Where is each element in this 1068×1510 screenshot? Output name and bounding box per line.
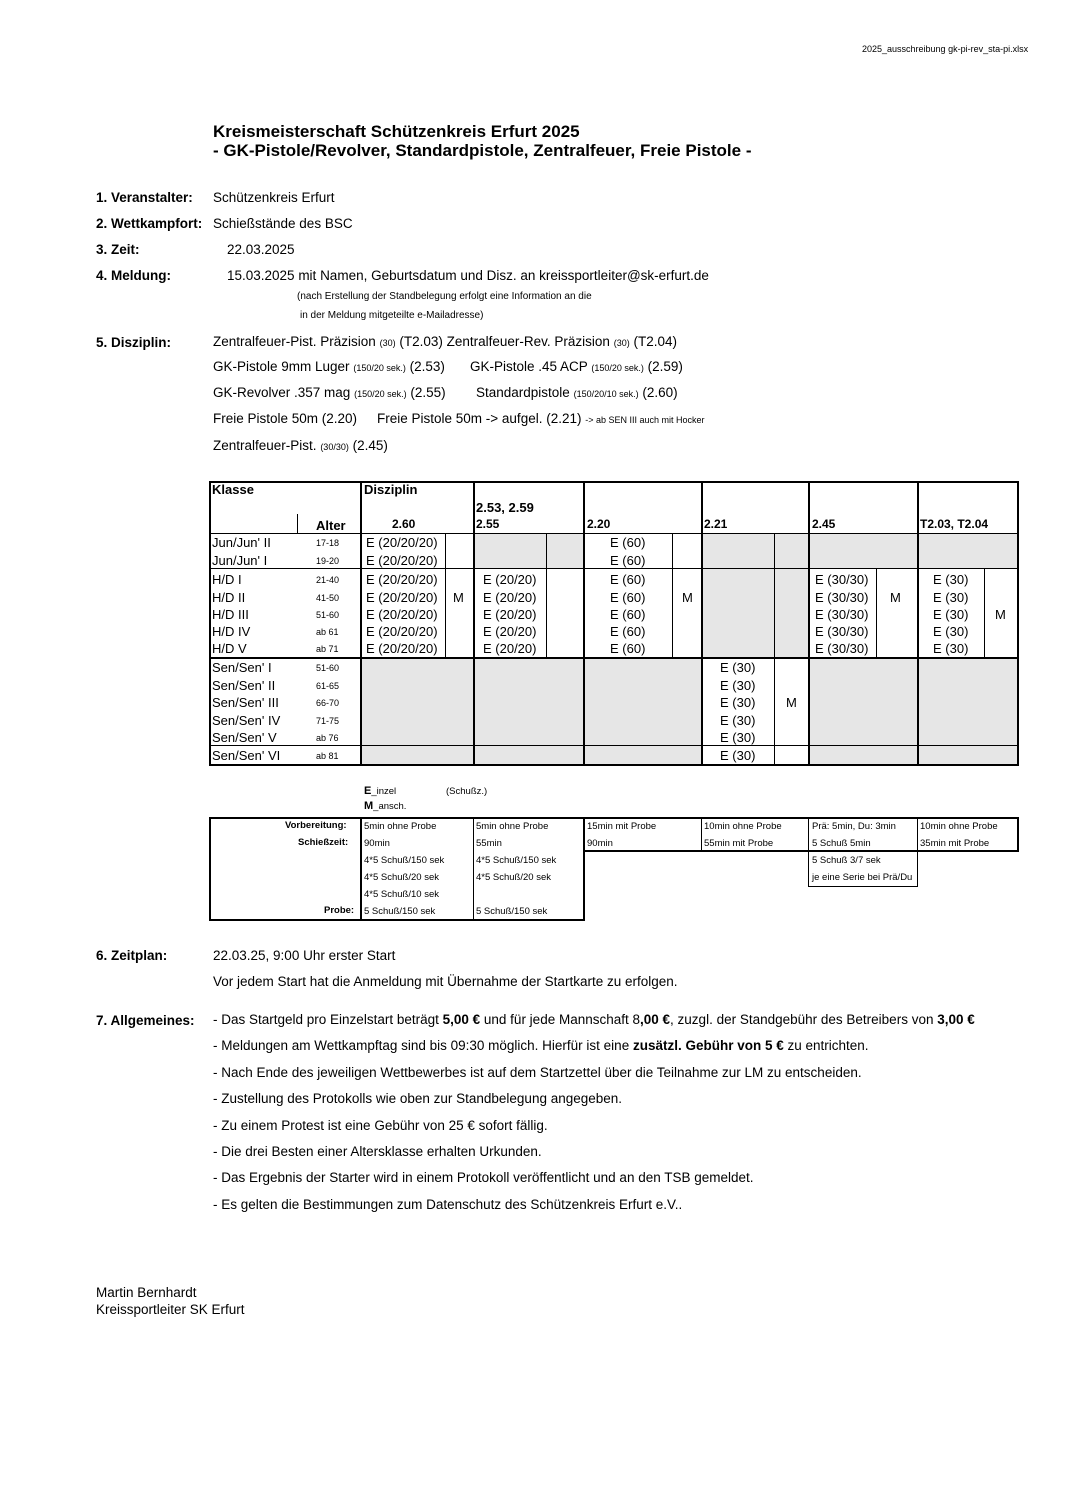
row-cell: E (20/20): [483, 624, 537, 639]
disziplin-line-2b: GK-Pistole .45 ACP (150/20 sek.) (2.59): [470, 359, 683, 374]
row-klasse: H/D V: [212, 641, 247, 656]
team-marker: M: [786, 695, 797, 710]
legend-mannschaft: M_ansch.: [364, 800, 407, 812]
header-260: 2.60: [392, 517, 416, 531]
row-cell: E (30): [933, 607, 969, 622]
rule: [583, 481, 585, 766]
times-cell: 4*5 Schuß/150 sek: [476, 855, 557, 866]
rule: [672, 534, 673, 658]
rule: [360, 817, 362, 921]
header-220: 2.20: [587, 517, 611, 531]
rule: [917, 481, 919, 766]
header-disziplin: Disziplin: [364, 482, 418, 497]
row-klasse: Sen/Sen' IV: [212, 713, 281, 728]
row-cell: E (20/20): [483, 641, 537, 656]
row-cell: E (30): [720, 660, 756, 675]
rule: [774, 534, 775, 766]
row-alter: 19-20: [316, 556, 340, 566]
row-klasse: H/D II: [212, 590, 246, 605]
allgemeines-line-2: - Meldungen am Wettkampftag sind bis 09:30 möglich. Hierfür ist eine zusätzl. Gebühr von 5 € zu entrichten.: [213, 1038, 869, 1053]
signature-name: Martin Bernhardt: [96, 1285, 197, 1300]
rule: [701, 481, 703, 766]
disziplin-line-1: Zentralfeuer-Pist. Präzision (30) (T2.03) Zentralfeuer-Rev. Präzision (30) (T2.04): [213, 334, 677, 349]
schiesszeit-label: Schießzeit:: [298, 837, 349, 848]
row-cell: E (20/20/20): [366, 572, 438, 587]
rule: [808, 886, 918, 887]
page-title: Kreismeisterschaft Schützenkreis Erfurt 2025: [213, 122, 580, 141]
header-alter: Alter: [316, 518, 346, 533]
rule: [808, 817, 809, 887]
row-klasse: Sen/Sen' II: [212, 678, 276, 693]
row-cell: E (20/20/20): [366, 624, 438, 639]
rule: [701, 817, 702, 851]
veranstalter-label: 1. Veranstalter:: [96, 190, 193, 205]
disziplin-line-2: GK-Pistole 9mm Luger (150/20 sek.) (2.53): [213, 359, 445, 374]
times-cell: 10min ohne Probe: [704, 821, 782, 832]
wettkampfort-label: 2. Wettkampfort:: [96, 216, 203, 231]
times-cell: 55min: [476, 838, 502, 849]
row-cell: E (20/20): [483, 572, 537, 587]
row-alter: 41-50: [316, 593, 340, 603]
row-cell: E (20/20/20): [366, 535, 438, 550]
header-klasse: Klasse: [212, 482, 254, 497]
allgemeines-line-8: - Es gelten die Bestimmungen zum Datenschutz des Schützenkreis Erfurt e.V..: [213, 1197, 683, 1212]
rule: [546, 534, 547, 658]
disziplin-line-3b: Standardpistole (150/20/10 sek.) (2.60): [476, 385, 678, 400]
veranstalter-value: Schützenkreis Erfurt: [213, 190, 335, 205]
times-cell: 35min mit Probe: [920, 838, 990, 849]
row-klasse: H/D III: [212, 607, 249, 622]
row-cell: E (30): [720, 713, 756, 728]
row-cell: E (30): [720, 748, 756, 763]
wettkampfort-value: Schießstände des BSC: [213, 216, 353, 231]
rule: [360, 481, 362, 766]
row-cell: E (20/20/20): [366, 553, 438, 568]
times-cell: 5min ohne Probe: [476, 821, 549, 832]
row-cell: E (30/30): [815, 590, 869, 605]
page-subtitle: - GK-Pistole/Revolver, Standardpistole, Zentralfeuer, Freie Pistole -: [213, 141, 752, 160]
times-cell: 55min mit Probe: [704, 838, 774, 849]
row-cell: E (20/20): [483, 607, 537, 622]
row-klasse: Sen/Sen' III: [212, 695, 279, 710]
row-klasse: Sen/Sen' I: [212, 660, 272, 675]
zeitplan-label: 6. Zeitplan:: [96, 948, 168, 963]
team-marker: M: [453, 590, 464, 605]
times-cell: 90min: [364, 838, 390, 849]
times-cell: Prä: 5min, Du: 3min: [812, 821, 896, 832]
allgemeines-line-7: - Das Ergebnis der Starter wird in einem Protokoll veröffentlicht und an den TSB gemeldet.: [213, 1170, 754, 1185]
header-t2: T2.03, T2.04: [920, 517, 989, 531]
row-cell: E (20/20/20): [366, 590, 438, 605]
row-cell: E (20/20/20): [366, 607, 438, 622]
header-245: 2.45: [812, 517, 836, 531]
row-cell: E (60): [610, 553, 646, 568]
row-cell: E (60): [610, 607, 646, 622]
row-alter: 21-40: [316, 575, 340, 585]
legend-schussz: (Schußz.): [446, 786, 488, 797]
row-klasse: Sen/Sen' V: [212, 730, 277, 745]
row-alter: ab 76: [316, 733, 339, 743]
row-cell: E (30): [933, 572, 969, 587]
row-cell: E (30/30): [815, 572, 869, 587]
rule: [583, 817, 585, 921]
row-cell: E (20/20/20): [366, 641, 438, 656]
rule: [209, 745, 1019, 746]
header-253: 2.53, 2.59: [476, 500, 534, 515]
zeitplan-line-1: 22.03.25, 9:00 Uhr erster Start: [213, 948, 396, 963]
legend-einzel: E_inzel: [364, 785, 397, 797]
row-cell: E (60): [610, 535, 646, 550]
row-alter: ab 81: [316, 751, 339, 761]
row-klasse: Jun/Jun' I: [212, 553, 268, 568]
team-marker: M: [682, 590, 693, 605]
row-cell: E (30/30): [815, 607, 869, 622]
row-alter: 66-70: [316, 698, 340, 708]
times-cell: 15min mit Probe: [587, 821, 657, 832]
meldung-label: 4. Meldung:: [96, 268, 171, 283]
row-cell: E (60): [610, 624, 646, 639]
allgemeines-line-6: - Die drei Besten einer Altersklasse erhalten Urkunden.: [213, 1144, 542, 1159]
rule: [1017, 817, 1019, 852]
rule: [808, 481, 810, 766]
times-cell: 5 Schuß 5min: [812, 838, 871, 849]
row-cell: E (30/30): [815, 624, 869, 639]
rule: [583, 850, 1019, 852]
disziplin-label: 5. Disziplin:: [96, 335, 172, 350]
disziplin-line-3: GK-Revolver .357 mag (150/20 sek.) (2.55): [213, 385, 446, 400]
rule: [473, 817, 474, 921]
rule: [209, 657, 1019, 659]
times-cell: 10min ohne Probe: [920, 821, 998, 832]
header-255: 2.55: [476, 517, 500, 531]
times-cell: 5 Schuß/150 sek: [364, 906, 436, 917]
rule: [917, 817, 918, 887]
rule: [297, 514, 298, 534]
row-alter: 51-60: [316, 610, 340, 620]
row-cell: E (30): [720, 695, 756, 710]
allgemeines-line-1: - Das Startgeld pro Einzelstart beträgt 5,00 € und für jede Mannschaft 8,00 €, zuzgl. der Standgebühr des Betreibers von 3,00 €: [213, 1012, 975, 1027]
times-cell: 4*5 Schuß/150 sek: [364, 855, 445, 866]
row-alter: 71-75: [316, 716, 340, 726]
times-cell: 90min: [587, 838, 613, 849]
row-cell: E (20/20): [483, 590, 537, 605]
row-cell: E (30): [933, 590, 969, 605]
rule: [209, 817, 1019, 819]
disziplin-line-5: Zentralfeuer-Pist. (30/30) (2.45): [213, 438, 388, 453]
header-221: 2.21: [704, 517, 728, 531]
meldung-value: 15.03.2025 mit Namen, Geburtsdatum und Disz. an kreissportleiter@sk-erfurt.de: [227, 268, 709, 283]
times-cell: 4*5 Schuß/10 sek: [364, 889, 439, 900]
probe-label: Probe:: [324, 905, 355, 916]
allgemeines-label: 7. Allgemeines:: [96, 1013, 195, 1028]
rule: [445, 534, 446, 658]
row-cell: E (60): [610, 590, 646, 605]
rule: [984, 568, 985, 658]
team-marker: M: [890, 590, 901, 605]
times-cell: 5 Schuß 3/7 sek: [812, 855, 881, 866]
row-klasse: H/D IV: [212, 624, 251, 639]
allgemeines-line-4: - Zustellung des Protokolls wie oben zur Standbelegung angegeben.: [213, 1091, 623, 1106]
row-alter: ab 71: [316, 644, 339, 654]
row-alter: 17-18: [316, 538, 340, 548]
disziplin-line-4b: Freie Pistole 50m -> aufgel. (2.21) -> ab SEN III auch mit Hocker: [377, 411, 705, 426]
zeit-value: 22.03.2025: [227, 242, 295, 257]
team-marker: M: [995, 607, 1006, 622]
row-cell: E (30): [933, 624, 969, 639]
file-name: 2025_ausschreibung gk-pi-rev_sta-pi.xlsx: [862, 44, 1029, 54]
row-cell: E (30): [720, 730, 756, 745]
row-cell: E (30): [933, 641, 969, 656]
row-alter: 61-65: [316, 681, 340, 691]
row-klasse: Jun/Jun' II: [212, 535, 271, 550]
rule: [209, 533, 1019, 534]
row-klasse: H/D I: [212, 572, 242, 587]
row-alter: ab 61: [316, 627, 339, 637]
meldung-note-1: (nach Erstellung der Standbelegung erfolgt eine Information an die: [297, 291, 592, 302]
times-cell: je eine Serie bei Prä/Du: [812, 872, 913, 883]
row-cell: E (30/30): [815, 641, 869, 656]
times-cell: 5min ohne Probe: [364, 821, 437, 832]
row-cell: E (60): [610, 572, 646, 587]
disziplin-line-4: Freie Pistole 50m (2.20): [213, 411, 358, 426]
meldung-note-2: in der Meldung mitgeteilte e-Mailadresse): [300, 310, 484, 321]
row-cell: E (60): [610, 641, 646, 656]
allgemeines-line-5: - Zu einem Protest ist eine Gebühr von 25 € sofort fällig.: [213, 1118, 548, 1133]
times-cell: 5 Schuß/150 sek: [476, 906, 548, 917]
times-cell: 4*5 Schuß/20 sek: [476, 872, 551, 883]
vorbereitung-label: Vorbereitung:: [285, 820, 347, 831]
zeit-label: 3. Zeit:: [96, 242, 140, 257]
rule: [876, 568, 877, 658]
allgemeines-line-3: - Nach Ende des jeweiligen Wettbewerbes ist auf dem Startzettel über die Teilnahme zur LM zu entscheiden.: [213, 1065, 862, 1080]
rule: [209, 568, 1019, 569]
signature-role: Kreissportleiter SK Erfurt: [96, 1302, 245, 1317]
row-klasse: Sen/Sen' VI: [212, 748, 281, 763]
row-cell: E (30): [720, 678, 756, 693]
times-cell: 4*5 Schuß/20 sek: [364, 872, 439, 883]
zeitplan-line-2: Vor jedem Start hat die Anmeldung mit Übernahme der Startkarte zu erfolgen.: [213, 974, 678, 989]
rule: [473, 481, 475, 766]
row-alter: 51-60: [316, 663, 340, 673]
